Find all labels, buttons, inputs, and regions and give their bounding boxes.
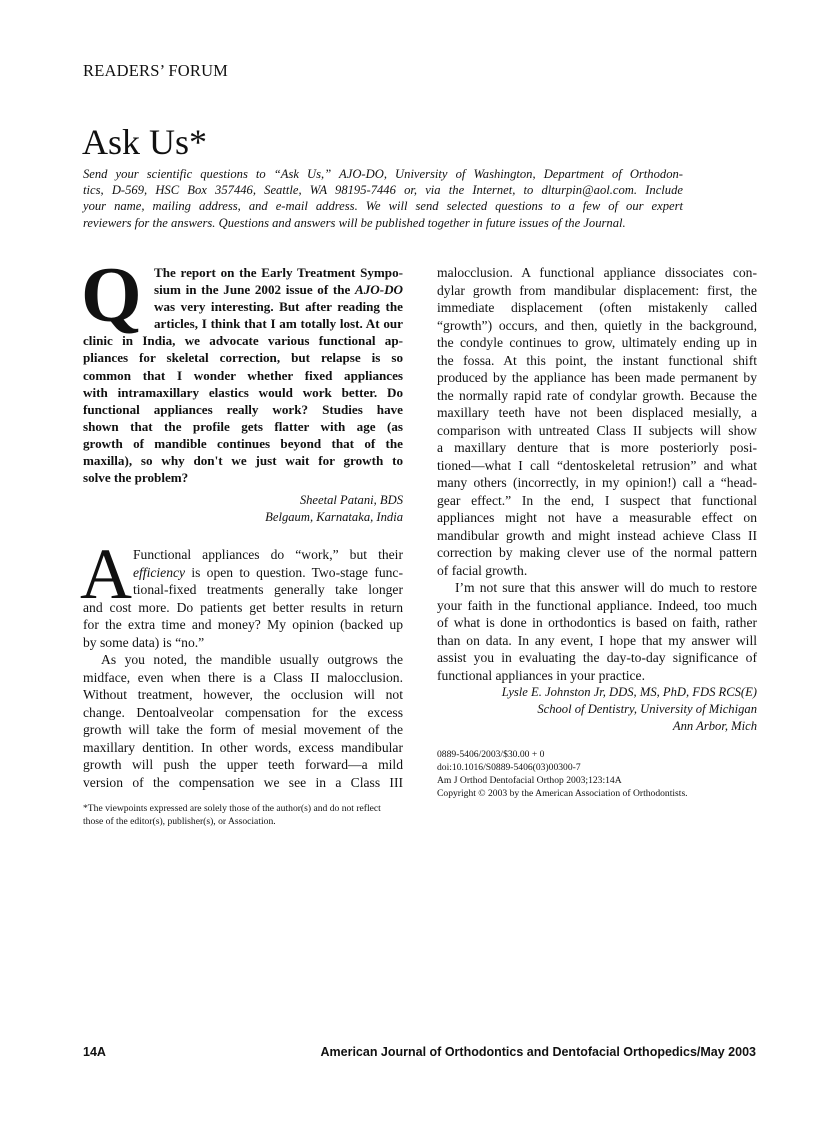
answer-affiliation: School of Dentistry, University of Michigan [537, 702, 757, 716]
question-line: solve the problem? [83, 470, 189, 486]
question-line: was very interesting. But after reading the [154, 299, 403, 315]
question-line: articles, I think that I am totally lost. At our [154, 316, 403, 332]
answer-line: change. Dentoalveolar compensation for the excess [83, 704, 403, 720]
question-line: shown that the profile gets flatter with age (as [83, 418, 403, 434]
answer-line: gear effect.” In the end, I suspect that functional [437, 492, 757, 508]
answer-line: of what is done in orthodontics is based on faith, rather [437, 615, 757, 630]
answer-line: of facial growth. [437, 562, 528, 578]
efficiency-word: efficiency [133, 564, 186, 580]
price-code: 0889-5406/2003/$30.00 + 0 [437, 749, 545, 760]
answer-line: maxillary dentition. In other words, excess mandibular [83, 739, 403, 755]
answer-line: than on data. In any event, I hope that my answer will [437, 632, 757, 648]
answer-line: appliances might not have a measurable effect on [437, 510, 757, 525]
question-author: Sheetal Patani, BDS [299, 493, 403, 508]
answer-line: As you noted, the mandible usually outgrows the [101, 652, 403, 668]
question-signature [83, 492, 403, 526]
answer-line: the normally rapid rate of condylar growth. Because the [437, 387, 757, 403]
footnote [83, 802, 403, 828]
answer-line: and cost more. Do patients get better results in return [83, 599, 403, 615]
citation: Am J Orthod Dentofacial Orthop 2003;123:14A [437, 775, 622, 786]
answer-text: is open to question. Two-stage func- [191, 564, 403, 580]
question-line [154, 281, 403, 298]
question-line: maxilla), so why don't we just wait for growth to [83, 453, 403, 469]
footnote-line: those of the editor(s), publisher(s), or Association. [83, 816, 276, 828]
answer-drop-cap: A [80, 534, 132, 615]
question-line: pliances for skeletal correction, but relapse is so [83, 350, 403, 366]
question-location: Belgaum, Karnataka, India [265, 510, 403, 525]
footnote-line: *The viewpoints expressed are solely those of the author(s) and do not reflect [83, 803, 381, 815]
question-block [81, 251, 403, 486]
journal-name: American Journal of Orthodontics and Dentofacial Orthopedics/May 2003 [320, 1045, 756, 1059]
answer-line: I’m not sure that this answer will do much to restore [455, 580, 757, 595]
answer-line: mandibular growth and might instead achieve Class II [437, 527, 757, 543]
question-drop-cap: Q [81, 251, 142, 338]
question-text: sium in the June 2002 issue of the [154, 282, 355, 298]
answer-line: assist you in evaluating the day-to-day significance of [437, 650, 757, 665]
intro-line: tics, D-569, HSC Box 357446, Seattle, WA 98195-7446 or, via the Internet, to dlturpin@aol.com. Include [83, 183, 683, 198]
question-line: The report on the Early Treatment Sympo- [154, 265, 403, 280]
intro-line: Send your scientific questions to “Ask Us,” AJO-DO, University of Washington, Department of Orthodon- [83, 167, 683, 181]
answer-line: growth will push the upper teeth forward—a mild [83, 757, 403, 773]
answer-line: Functional appliances do “work,” but their [133, 547, 403, 563]
journal-abbrev: AJO-DO [354, 282, 403, 298]
answer-line: version of the compensation we see in a Class III [83, 774, 403, 790]
answer-continued [437, 264, 757, 684]
answer-line: your faith in the functional appliance. Indeed, too much [437, 597, 757, 613]
answer-line: immediate displacement (often mistakenly called [437, 300, 757, 315]
answer-signature [437, 684, 757, 735]
answer-line: malocclusion. A functional appliance dissociates con- [437, 265, 757, 280]
answer-line: midface, even when there is a Class II malocclusion. [83, 669, 403, 685]
intro-line: your name, mailing address, and e-mail address. We will send selected questions to a few of our expert [83, 199, 683, 214]
right-column [437, 264, 757, 800]
copyright: Copyright © 2003 by the American Association of Orthodontists. [437, 788, 688, 799]
answer-line: many others (incorrectly, in my opinion!) call a “head- [437, 475, 757, 490]
answer-line: maxillary teeth have not been displaced mesially, a [437, 405, 757, 420]
answer-location: Ann Arbor, Mich [672, 719, 757, 733]
question-line: common that I wonder whether fixed appliances [83, 367, 403, 383]
answer-line: dylar growth from mandibular displacement: first, the [437, 282, 757, 298]
answer-line: comparison with untreated Class II subjects will show [437, 422, 757, 438]
answer-line: for the extra time and money? My opinion (backed up [83, 617, 403, 633]
article-meta [437, 748, 757, 800]
page-number: 14A [83, 1045, 106, 1059]
answer-line: Without treatment, however, the occlusion will not [83, 687, 403, 703]
answer-line: a maxillary denture that is more posteriorly posi- [437, 440, 757, 455]
answer-line: by some data) is “no.” [83, 634, 205, 650]
answer-author: Lysle E. Johnston Jr, DDS, MS, PhD, FDS RCS(E) [501, 685, 757, 699]
left-column [80, 251, 403, 828]
article-title: Ask Us* [82, 122, 208, 162]
answer-line: growth will take the form of mesial movement of the [83, 722, 403, 738]
answer-line: produced by the appliance has been made permanent by [437, 370, 757, 385]
answer-line [133, 564, 403, 582]
question-line: growth of mandible continues beyond that of the [83, 435, 403, 451]
answer-line: “growth”) occurs, and then, quietly in the background, [437, 317, 757, 333]
section-label: READERS’ FORUM [83, 61, 229, 80]
intro-line: reviewers for the answers. Questions and answers will be published together in future issues of the Journal. [83, 215, 626, 230]
answer-line: the condyle continues to grow, ultimately ending up in [437, 335, 757, 350]
answer-line: the fossa. At this point, the instant functional shift [437, 352, 757, 368]
doi: doi:10.1016/S0889-5406(03)00300-7 [437, 762, 581, 773]
question-line: with intramaxillary elastics would work better. Do [83, 384, 403, 400]
answer-line: tioned—what I call “dentoskeletal retrusion” and what [437, 457, 757, 473]
answer-line: tional-fixed treatments generally take longer [133, 582, 403, 598]
answer-line: functional appliances in your practice. [437, 667, 645, 683]
answer-line: correction by making clever use of the normal pattern [437, 545, 757, 560]
answer-block [80, 534, 403, 791]
question-line: functional appliances really work? Studies have [83, 401, 403, 417]
question-line: clinic in India, we advocate various functional ap- [83, 333, 403, 349]
intro-paragraph [83, 166, 683, 231]
